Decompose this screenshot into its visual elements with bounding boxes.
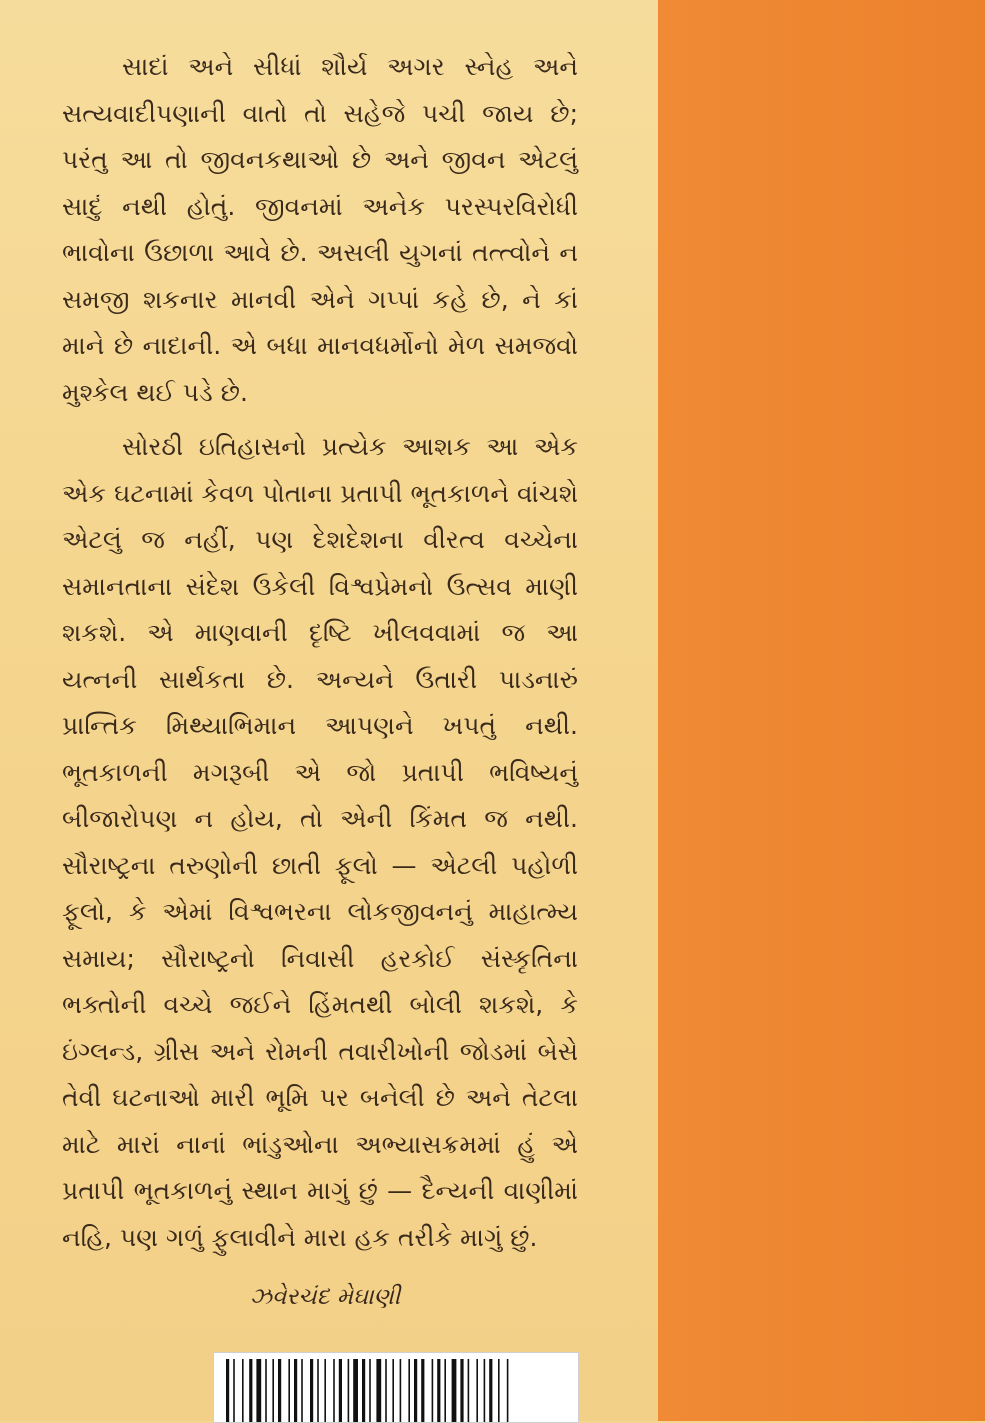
barcode-bar bbox=[317, 1359, 319, 1422]
barcode-bar bbox=[400, 1359, 402, 1422]
barcode-bar bbox=[498, 1359, 500, 1422]
barcode-bar bbox=[414, 1359, 417, 1422]
barcode-bar bbox=[310, 1359, 313, 1422]
barcode-bar bbox=[437, 1359, 440, 1422]
blurb-paragraph-1: સાદાં અને સીધાં શૌર્ય અગર સ્નેહ અને સત્યવાદીપણાની વાતો તો સહેજે પચી જાય છે; પરંતુ આ તો જીવનકથાઓ છે અને જીવન એટલું સાદું નથી હોતું. જીવનમાં અનેક પરસ્પરવિરોધી ભાવોના ઉછાળા આવે છે. અસલી યુગનાં તત્ત્વોને ન સમજી શકનાર માનવી એને ગપ્પાં કહે છે, ને કાં માને છે નાદાની. એ બધા માનવધર્મોનો મેળ સમજવો મુશ્કેલ થઈ પડે છે. bbox=[62, 52, 578, 407]
barcode-bar bbox=[432, 1359, 434, 1422]
barcode-bar bbox=[489, 1359, 492, 1422]
barcode-bar bbox=[484, 1359, 486, 1422]
barcode-bar bbox=[249, 1359, 252, 1422]
barcode-bar bbox=[476, 1359, 478, 1422]
barcode-bar bbox=[288, 1359, 290, 1422]
barcode-bar bbox=[369, 1359, 371, 1422]
barcode-bar bbox=[265, 1359, 267, 1422]
barcode-bar bbox=[444, 1359, 446, 1422]
blurb-text bbox=[62, 44, 578, 1261]
barcode-bar bbox=[385, 1359, 387, 1422]
barcode-bars bbox=[214, 1353, 578, 1422]
barcode-bar bbox=[460, 1359, 463, 1422]
barcode-bar bbox=[272, 1359, 274, 1422]
author-signature: ઝવેરચંદ મેઘાણી bbox=[250, 1284, 401, 1310]
barcode-bar bbox=[348, 1359, 350, 1422]
barcode-bar bbox=[468, 1359, 470, 1422]
barcode-bar bbox=[278, 1359, 281, 1422]
barcode-bar bbox=[392, 1359, 394, 1422]
barcode-icon bbox=[213, 1352, 579, 1423]
barcode-bar bbox=[362, 1359, 365, 1422]
barcode-bar bbox=[333, 1359, 335, 1422]
barcode-bar bbox=[339, 1359, 342, 1422]
barcode-bar bbox=[408, 1359, 410, 1422]
barcode-bar bbox=[256, 1359, 261, 1422]
barcode-bar bbox=[421, 1359, 424, 1422]
barcode-bar bbox=[301, 1359, 303, 1422]
barcode-bar bbox=[353, 1359, 358, 1422]
blurb-paragraph-2: સોરઠી ઇતિહાસનો પ્રત્યેક આશક આ એક એક ઘટનામાં કેવળ પોતાના પ્રતાપી ભૂતકાળને વાંચશે એટલું જ નહીં, પણ દેશદેશના વીરત્વ વચ્ચેના સમાનતાના સંદેશ ઉકેલી વિશ્વપ્રેમનો ઉત્સવ માણી શકશે. એ માણવાની દૃષ્ટિ ખીલવવામાં જ આ યત્નની સાર્થકતા છે. અન્યને ઉતારી પાડનારું પ્રાન્તિક મિથ્યાભિમાન આપણને ખપતું નથી. ભૂતકાળની મગરૂબી એ જો પ્રતાપી ભવિષ્યનું બીજારોપણ ન હોય, તો એની કિંમત જ નથી. સૌરાષ્ટ્રના તરુણોની છાતી ફૂલો — એટલી પહોળી ફૂલો, કે એમાં વિશ્વભરના લોકજીવનનું માહાત્મ્ય સમાય; સૌરાષ્ટ્રનો નિવાસી હરકોઈ સંસ્કૃતિના ભક્તોની વચ્ચે જઈને હિંમતથી બોલી શકશે, કે ઇંગ્લન્ડ, ગ્રીસ અને રોમની તવારીખોની જોડમાં બેસે તેવી ઘટનાઓ મારી ભૂમિ પર બનેલી છે અને તેટલા માટે મારાં નાનાં ભાંડુઓના અભ્યાસક્રમમાં હું એ પ્રતાપી ભૂતકાળનું સ્થાન માગું છું — દૈન્યની વાણીમાં નહિ, પણ ગળું ફુલાવીને મારા હક તરીકે માગું છું. bbox=[62, 432, 578, 1252]
barcode-bar bbox=[376, 1359, 381, 1422]
orange-side-strip bbox=[658, 0, 985, 1421]
barcode-bar bbox=[242, 1359, 244, 1422]
barcode-bar bbox=[324, 1359, 326, 1422]
barcode-bar bbox=[507, 1359, 509, 1422]
barcode-bar bbox=[233, 1359, 235, 1422]
barcode-bar bbox=[294, 1359, 297, 1422]
barcode-bar bbox=[452, 1359, 457, 1422]
barcode-bar bbox=[226, 1359, 229, 1422]
